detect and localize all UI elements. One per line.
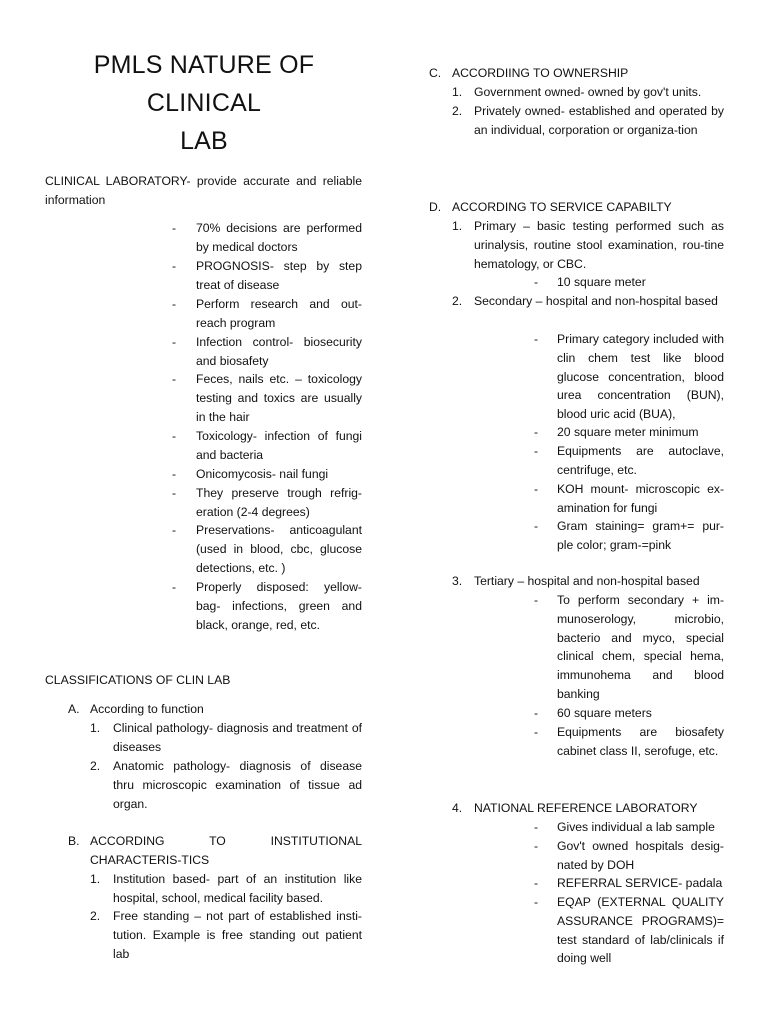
primary-text: Primary – basic testing performed such as urinalysis, routine stool examination, rou-tine hematology, or CBC.: [474, 219, 724, 271]
tertiary-number: 3.: [452, 574, 463, 588]
national-sub-item: Gives individual a lab sample: [557, 820, 715, 834]
section-c-item-2-number: 2.: [452, 104, 463, 118]
list-item: - PROGNOSIS- step by step treat of disease: [172, 259, 362, 292]
intro-bullet-list: [172, 219, 364, 635]
list-item: - Preservations- anticoagulant (used in blood, cbc, glucose detections, etc. ): [172, 523, 362, 575]
page-title: [44, 46, 364, 160]
tertiary-text: Tertiary – hospital and non-hospital based: [474, 574, 700, 588]
section-b-item-1: Institution based- part of an institution like hospital, school, medical facility based.: [113, 872, 362, 905]
section-a-item-1: Clinical pathology- diagnosis and treatment of diseases: [113, 721, 362, 754]
section-c-marker: C.: [429, 66, 442, 80]
intro-paragraph: CLINICAL LABORATORY- provide accurate and reliable information: [45, 174, 362, 207]
section-d-marker: D.: [429, 200, 442, 214]
section-c-item-1: Government owned- owned by gov't units.: [474, 85, 702, 99]
primary-sub-item: 10 square meter: [557, 275, 646, 289]
secondary-sub-item: Gram staining= gram+= pur-ple color; gram-=pink: [557, 519, 724, 552]
national-number: 4.: [452, 801, 463, 815]
section-b-item-2-number: 2.: [90, 909, 101, 923]
section-c-item-2: Privately owned- established and operated by an individual, corporation or organiza-tion: [474, 104, 724, 137]
section-b-label: ACCORDING TO INSTITUTIONAL CHARACTERIS-TICS: [90, 834, 362, 867]
section-c-item-1-number: 1.: [452, 85, 463, 99]
section-a-marker: A.: [68, 702, 80, 716]
national-sub-item: Gov't owned hospitals desig-nated by DOH: [557, 839, 724, 872]
section-a-item-1-number: 1.: [90, 721, 101, 735]
section-b-item-2: Free standing – not part of established insti-tution. Example is free standing out patient lab: [113, 909, 362, 961]
list-item: - They preserve trough refrig-eration (2-4 degrees): [172, 486, 362, 519]
national-sub-item: EQAP (EXTERNAL QUALITY ASSURANCE PROGRAMS)= test standard of lab/clinicals if doing well: [557, 895, 724, 966]
section-b-marker: B.: [68, 834, 80, 848]
list-item: - Properly disposed: yellow-bag- infections, green and black, orange, red, etc.: [172, 580, 362, 632]
tertiary-sub-item: Equipments are biosafety cabinet class II, serofuge, etc.: [557, 725, 724, 758]
secondary-sub-item: Primary category included with clin chem test like blood glucose concentration, blood urea concentration (BUN), blood uric acid (BUA),: [557, 332, 724, 422]
tertiary-sub-item: To perform secondary + im-munoserology, microbio, bacterio and myco, special clinical chem, special hema, immunohema and blood banking: [557, 593, 724, 701]
list-item: - Feces, nails etc. – toxicology testing and toxics are usually in the hair: [172, 372, 362, 424]
section-a-item-2: Anatomic pathology- diagnosis of disease thru microscopic examination of tissue ad organ.: [113, 759, 362, 811]
primary-number: 1.: [452, 219, 463, 233]
secondary-text: Secondary – hospital and non-hospital based: [474, 294, 718, 308]
section-c-label: ACCORDIING TO OWNERSHIP: [452, 66, 629, 80]
list-item: - Infection control- biosecurity and biosafety: [172, 335, 362, 368]
classifications-heading: CLASSIFICATIONS OF CLIN LAB: [45, 673, 231, 687]
page-title-line-1: PMLS NATURE OF CLINICAL: [93, 51, 315, 117]
tertiary-sub-item: 60 square meters: [557, 706, 652, 720]
secondary-sub-item: 20 square meter minimum: [557, 425, 699, 439]
national-text: NATIONAL REFERENCE LABORATORY: [474, 801, 698, 815]
list-item: - Onicomycosis- nail fungi: [172, 467, 329, 481]
section-a-label: According to function: [90, 702, 204, 716]
list-item: - Perform research and out-reach program: [172, 297, 362, 330]
list-item: - 70% decisions are performed by medical doctors: [172, 221, 362, 254]
section-a-item-2-number: 2.: [90, 759, 101, 773]
secondary-number: 2.: [452, 294, 463, 308]
section-b-item-1-number: 1.: [90, 872, 101, 886]
secondary-sub-item: Equipments are autoclave, centrifuge, etc.: [557, 444, 724, 477]
national-sub-item: REFERRAL SERVICE- padala: [557, 876, 723, 890]
section-d-label: ACCORDING TO SERVICE CAPABILTY: [452, 200, 672, 214]
list-item: - Toxicology- infection of fungi and bacteria: [172, 429, 362, 462]
secondary-sub-item: KOH mount- microscopic ex-amination for fungi: [557, 482, 724, 515]
page-title-line-2: LAB: [180, 127, 228, 155]
